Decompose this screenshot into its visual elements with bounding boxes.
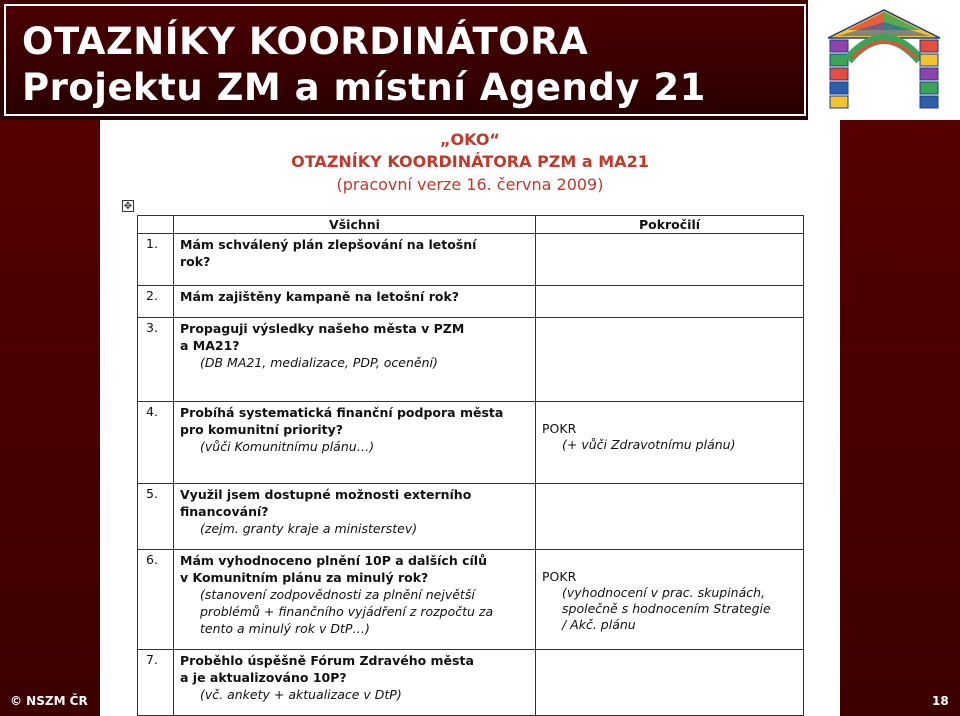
- row-number: 3.: [138, 318, 174, 402]
- question-note: (stanovení zodpovědnosti za plnění největší: [200, 587, 475, 602]
- question-text: Mám vyhodnoceno plnění 10P a dalších cílů: [180, 553, 487, 568]
- advanced-note: (vyhodnocení v prac. skupinách,: [562, 585, 766, 600]
- table-move-handle-icon[interactable]: ✥: [123, 201, 133, 212]
- advanced-cell: [536, 650, 804, 716]
- doc-title: OTAZNÍKY KOORDINÁTORA PZM a MA21: [291, 152, 649, 171]
- table-row: [138, 484, 804, 550]
- question-text: Mám zajištěny kampaně na letošní rok?: [180, 289, 460, 304]
- question-text: financování?: [180, 504, 269, 519]
- advanced-cell: [536, 234, 804, 286]
- question-text: Mám schválený plán zlepšování na letošní: [180, 237, 477, 252]
- question-cell: [174, 650, 536, 716]
- slide-title-line1: OTAZNÍKY KOORDINÁTORA: [22, 20, 589, 63]
- advanced-note: / Akč. plánu: [562, 617, 636, 632]
- question-cell: [174, 550, 536, 650]
- table-row: [138, 318, 804, 402]
- table-row: [138, 550, 804, 650]
- advanced-cell: [536, 402, 804, 484]
- advanced-cell: [536, 286, 804, 318]
- header-all: Všichni: [174, 216, 536, 234]
- row-number: 6.: [138, 550, 174, 650]
- doc-subtitle: (pracovní verze 16. června 2009): [336, 175, 604, 194]
- question-cell: [174, 234, 536, 286]
- question-text: pro komunitní priority?: [180, 422, 344, 437]
- logo: [808, 0, 960, 120]
- row-number: 5.: [138, 484, 174, 550]
- question-text: a je aktualizováno 10P?: [180, 670, 347, 685]
- table-row: [138, 234, 804, 286]
- question-text: Propaguji výsledky našeho města v PZM: [180, 321, 465, 336]
- row-number: 4.: [138, 402, 174, 484]
- advanced-cell: [536, 484, 804, 550]
- question-text: v Komunitním plánu za minulý rok?: [180, 570, 429, 585]
- header-advanced: Pokročilí: [536, 216, 804, 234]
- question-note: tento a minulý rok v DtP…): [200, 621, 370, 636]
- slide-title-line2: Projektu ZM a místní Agendy 21: [22, 66, 706, 109]
- question-text: Proběhlo úspěšně Fórum Zdravého města: [180, 653, 474, 668]
- row-number: 2.: [138, 286, 174, 318]
- table-row: [138, 286, 804, 318]
- advanced-label: POKR: [542, 421, 577, 436]
- row-number: 1.: [138, 234, 174, 286]
- advanced-label: POKR: [542, 569, 577, 584]
- slide-header: [0, 0, 960, 120]
- question-text: Využil jsem dostupné možnosti externího: [180, 487, 472, 502]
- questions-table: [137, 215, 804, 716]
- footer-copyright: © NSZM ČR: [10, 694, 88, 708]
- question-cell: [174, 318, 536, 402]
- question-cell: [174, 484, 536, 550]
- question-cell: [174, 286, 536, 318]
- advanced-cell: [536, 318, 804, 402]
- question-text: Probíhá systematická finanční podpora města: [180, 405, 504, 420]
- doc-oko: „OKO“: [440, 130, 500, 149]
- advanced-cell: [536, 550, 804, 650]
- question-note: problémů + finančního vyjádření z rozpočtu za: [200, 604, 494, 619]
- question-note: (vůči Komunitnímu plánu…): [200, 439, 375, 454]
- document-page: [100, 120, 840, 716]
- page-number: 18: [932, 694, 949, 708]
- table-row: [138, 650, 804, 716]
- advanced-note: společně s hodnocením Strategie: [562, 601, 771, 616]
- question-note: (zejm. granty kraje a ministerstev): [200, 521, 418, 536]
- question-text: rok?: [180, 254, 211, 269]
- question-note: (DB MA21, medializace, PDP, ocenění): [200, 355, 438, 370]
- table-row: [138, 402, 804, 484]
- advanced-note: (+ vůči Zdravotnímu plánu): [562, 437, 736, 452]
- table-header-row: [138, 216, 804, 234]
- question-cell: [174, 402, 536, 484]
- row-number: 7.: [138, 650, 174, 716]
- house-arch-logo-icon: [808, 0, 960, 120]
- question-text: a MA21?: [180, 338, 240, 353]
- header-cell-num: [138, 216, 174, 234]
- title-box: [4, 4, 806, 116]
- question-note: (vč. ankety + aktualizace v DtP): [200, 687, 402, 702]
